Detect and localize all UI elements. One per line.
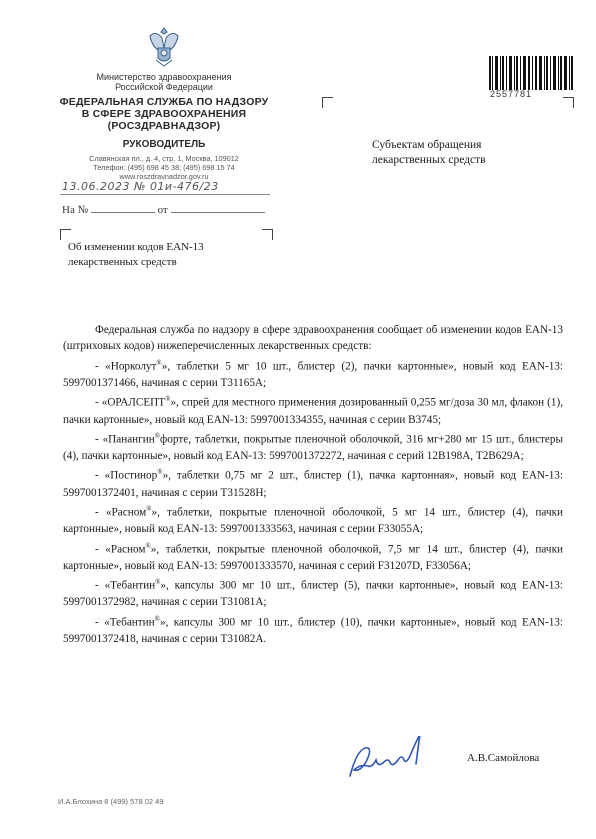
signer-name: А.В.Самойлова: [467, 752, 540, 764]
registration-number: 01и-476/23: [149, 180, 219, 193]
subject-corner-right: [262, 229, 273, 240]
addressee-line-1: Субъектам обращения: [372, 139, 482, 151]
list-item: - «Расном®», таблетки, покрытые пленочной оболочкой, 5 мг 14 шт., блистер (4), пачки картонные», новый код EAN-13: 5997001333563, начиная с серии F33055A;: [63, 505, 563, 536]
list-item: - «Тебантин®», капсулы 300 мг 10 шт., блистер (5), пачки картонные», новый код EAN-13: 5997001372982, начиная с серии Т31081А;: [63, 578, 564, 609]
subject-line-1: Об изменении кодов EAN-13: [68, 241, 204, 253]
letter-body: [63, 322, 563, 647]
barcode-number: 2557781: [490, 89, 533, 99]
list-item: - «Норколут®», таблетки 5 мг 10 шт., блистер (2), пачки картонные», новый код EAN-13: 5997001371466, начиная с серии Т31165А;: [63, 358, 563, 389]
registration-date-number: [62, 180, 219, 193]
website: www.roszdravnadzor.gov.ru: [119, 172, 209, 181]
executor-contact: И.А.Блохина 8 (499) 578 02 49: [58, 797, 164, 806]
head-title: РУКОВОДИТЕЛЬ: [122, 139, 206, 150]
ministry-line-2: Российской Федерации: [115, 82, 213, 92]
ref-prefix: На №: [62, 204, 89, 216]
subject-line-2: лекарственных средств: [68, 256, 177, 268]
list-item: - «ОРАЛСЕПТ®», спрей для местного применения дозированный 0,255 мг/доза 30 мл, флакон (1), пачки картонные», новый код EAN-13: 5997001334355, начиная с серии В3745;: [63, 395, 563, 426]
addressee-line-2: лекарственных средств: [372, 154, 486, 166]
service-line-2: В СФЕРЕ ЗДРАВООХРАНЕНИЯ: [81, 108, 247, 120]
addressee: [372, 138, 486, 168]
ref-date-blank: [171, 212, 265, 213]
reference-line: [62, 204, 265, 216]
service-line-1: ФЕДЕРАЛЬНАЯ СЛУЖБА ПО НАДЗОРУ: [59, 96, 269, 108]
list-item: - «Постинор®», таблетки 0,75 мг 2 шт., блистер (1), пачка картонная», новый код EAN-13: 5997001372401, начиная с серии Т31528Н;: [63, 468, 563, 499]
body-intro: Федеральная служба по надзору в сфере здравоохранения сообщает об изменении кодов EAN-13 (штриховых кодов) нижеперечисленных лекарственных средств:: [63, 324, 563, 353]
list-item: - «Панангин®форте, таблетки, покрытые пленочной оболочкой, 316 мг+280 мг 15 шт., блистеры (4), пачки картонные», новый код EAN-13: 5997001372272, начиная с серий 12В198А, Т2В629А;: [63, 431, 564, 463]
addressee-corner-right: [563, 97, 574, 108]
coat-of-arms-emblem: [142, 22, 186, 70]
phone: Телефон: (495) 698 45 38; (495) 698 15 74: [93, 163, 235, 172]
service-line-3: (РОСЗДРАВНАДЗОР): [107, 120, 221, 132]
ref-from: от: [157, 204, 168, 216]
letter-subject: [68, 240, 204, 270]
subject-corner-left: [60, 229, 71, 240]
ministry-line-1: Министерство здравоохранения: [96, 72, 232, 82]
handwritten-signature: [340, 736, 440, 784]
addressee-corner-left: [322, 97, 333, 108]
barcode-graphic: [487, 56, 575, 90]
ministry-name: [36, 72, 292, 92]
service-name: [36, 96, 292, 132]
ref-number-blank: [91, 212, 155, 213]
number-prefix: №: [133, 180, 146, 193]
registration-date: 13.06.2023: [62, 180, 130, 193]
list-item: - «Расном®», таблетки, покрытые пленочной оболочкой, 7,5 мг 14 шт., блистер (4), пачки картонные», новый код EAN-13: 5997001333570, начиная с серий F31207D, F33056A;: [63, 541, 563, 572]
address: Славянская пл., д. 4, стр. 1, Москва, 109012: [89, 154, 239, 163]
list-item: - «Тебантин®», капсулы 300 мг 10 шт., блистер (10), пачки картонные», новый код EAN-13: 5997001372418, начиная с серии Т31082А.: [63, 614, 564, 645]
contacts-block: [36, 154, 292, 181]
date-underline: [60, 194, 270, 195]
